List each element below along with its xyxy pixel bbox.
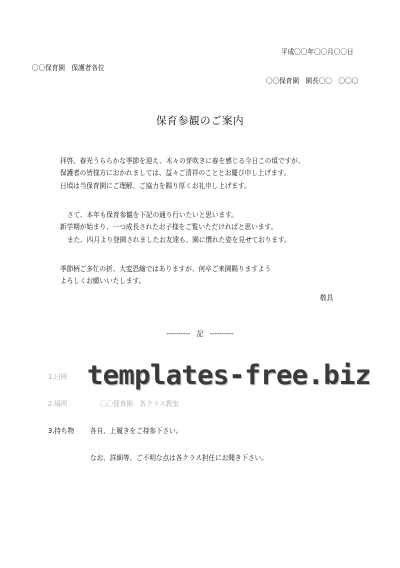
closing-line: 季節柄ご多忙の折、大変恐縮ではありますが、何卒ご来園賜りますよう <box>60 265 271 273</box>
body-line: 新学期が始まり、一つ成長されたお子様をご覧いただければと思います。 <box>60 223 278 232</box>
closing-paragraph <box>60 263 271 288</box>
item-date-label: 1.日時 <box>48 373 68 381</box>
closing-line: よろしくお願いいたします。 <box>60 277 146 286</box>
body-line: さて、本年も保育参観を下記の通り行いたいと思います。 <box>67 211 238 219</box>
closing-word: 敬具 <box>320 294 334 302</box>
item-place-value: 〇〇保育園 各クラス教室 <box>100 400 179 408</box>
greeting-paragraph <box>60 155 304 192</box>
note-line: なお、詳細等、ご不明な点は各クラス担任にお聞き下さい。 <box>90 454 268 462</box>
document-date: 平成〇〇年〇〇月〇〇日 <box>281 48 354 56</box>
sender-line: 〇〇保育園 園長〇〇 〇〇〇 <box>266 77 359 85</box>
watermark-logo: templates-free.biz <box>87 360 371 391</box>
recipient-line: 〇〇保育園 保護者各位 <box>32 64 105 72</box>
greeting-line: 保護者の皆様方におかれましては、益々ご清祥のこととお慶び申し上げます。 <box>60 169 291 178</box>
greeting-line: 拝啓。春光うららかな季節を迎え、木々の芽吹きに春を感じる今日この頃ですが、 <box>60 157 305 165</box>
item-bring-label: 3.持ち物 <box>48 427 75 435</box>
item-bring-value: 各自、上履きをご持参下さい。 <box>90 427 183 435</box>
body-line: また、四月より登園されましたお友達も、園に慣れた姿を見せております。 <box>67 235 291 244</box>
ki-heading: ---------- 記 ---------- <box>166 330 234 338</box>
body-paragraph <box>60 209 291 246</box>
item-place-label: 2.場所 <box>48 400 68 408</box>
document-title: 保育参観のご案内 <box>156 115 244 127</box>
greeting-line: 日頃は当保育園にご理解、ご協力を賜り厚くお礼申し上げます。 <box>60 181 251 190</box>
